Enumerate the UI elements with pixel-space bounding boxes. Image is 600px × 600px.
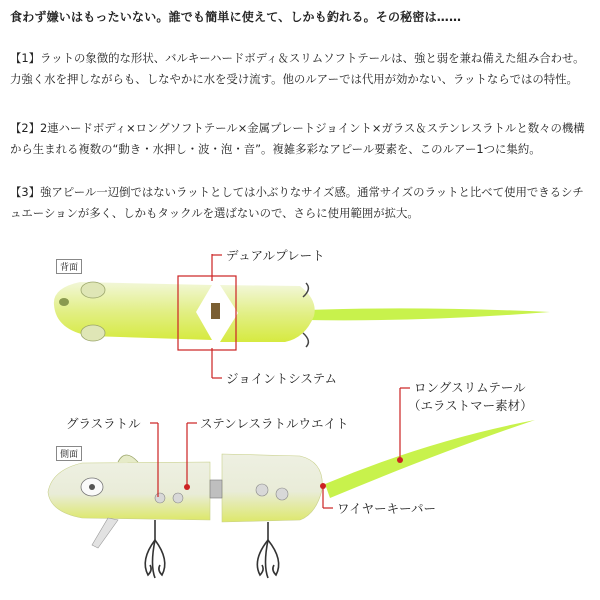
ear-right: [81, 325, 105, 341]
rattle-ball-4: [276, 488, 288, 500]
nose: [59, 298, 69, 306]
front-treble-hook: [145, 520, 165, 578]
panel-label-top: 背面: [56, 259, 82, 274]
rattle-ball-1: [155, 493, 165, 503]
joint-plate: [211, 303, 220, 319]
callout-dual-plate: デュアルプレート: [226, 248, 325, 263]
side-joint-plate: [210, 480, 222, 498]
panel-label-side: 側面: [56, 446, 82, 461]
rear-treble-hook: [257, 522, 278, 578]
callout-stainless-rattle-weight: ステンレスラトルウエイト: [200, 416, 349, 431]
diving-lip: [92, 518, 118, 548]
callout-glass-rattle: グラスラトル: [66, 416, 141, 431]
top-view-lure: [54, 276, 550, 350]
side-ear: [118, 455, 138, 462]
feature-paragraph-1: 【1】ラットの象徴的な形状、バルキーハードボディ＆スリムソフトテールは、強と弱を兼ね備えた組み合わせ。力強く水を押しながらも、しなやかに水を受け流す。他のルアーでは代用が効かない、ラットならではの特性。: [10, 51, 585, 86]
feature-paragraph-2: 【2】2連ハードボディ×ロングソフトテール×金属プレートジョイント×ガラス＆ステンレスラトルと数々の機構から生まれる複数の“動き・水押し・波・泡・音”。複雑多彩なアピール要素を、このルアー1つに集約。: [10, 121, 585, 156]
feature-paragraph-3: 【3】強アピール一辺倒ではないラットとしては小ぶりなサイズ感。通常サイズのラットと比べて使用できるシチュエーションが多く、しかもタックルを選ばないので、さらに使用範囲が拡大。: [10, 185, 584, 220]
top-tail: [305, 308, 550, 320]
side-view-lure: [48, 420, 535, 578]
callout-tail-material: （エラストマー素材）: [408, 398, 533, 413]
top-head-body: [54, 282, 212, 340]
rattle-ball-2: [173, 493, 183, 503]
headline: 食わず嫌いはもったいない。誰でも簡単に使えて、しかも釣れる。その秘密は……: [10, 10, 462, 24]
side-head-body: [48, 462, 210, 520]
ear-left: [81, 282, 105, 298]
side-tail: [325, 420, 535, 498]
callout-wire-keeper: ワイヤーキーパー: [337, 501, 437, 516]
side-rear-body: [222, 454, 322, 522]
callout-joint-system: ジョイントシステム: [226, 371, 338, 386]
rattle-ball-3: [256, 484, 268, 496]
callout-long-slim-tail: ロングスリムテール: [414, 380, 526, 395]
top-rear-body: [220, 285, 315, 342]
